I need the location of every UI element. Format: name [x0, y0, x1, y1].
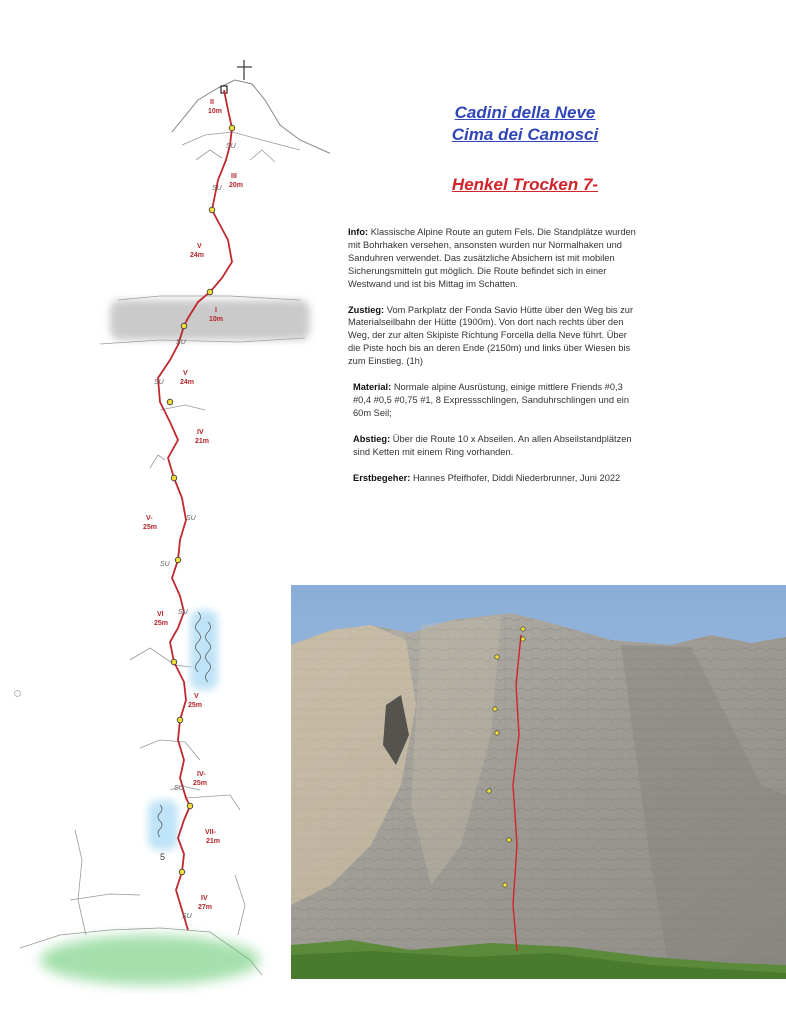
wet-streak — [190, 610, 218, 690]
pitch-grade: I — [215, 307, 217, 314]
pitch-grade: V — [194, 693, 199, 700]
pitch-length: 10m — [209, 316, 224, 323]
start-number: 5 — [160, 852, 166, 862]
svg-text:SU: SU — [174, 785, 184, 792]
descent-paragraph: Abstieg: Über die Route 10 x Abseilen. An allen Abseilstandplätzen sind Ketten mit einem Ring vorhanden. — [353, 433, 632, 457]
info-paragraph: Info: Klassische Alpine Route an gutem Fels. Die Standplätze wurden mit Bohrhaken versehen, ansonsten wurden nur Normalhaken und Sanduhren verwendet. Das zusätzliche Absichern ist mit mobilen Sicherungsmitteln gut möglich. Die Route befindet sich in einer Westwand und ist bis Mittag im Schatten. — [348, 227, 636, 289]
pitch-labels — [143, 99, 243, 911]
approach-paragraph: Zustieg: Vom Parkplatz der Fonda Savio Hütte über den Weg bis zur Materialseilbahn der Hütte (1900m). Von dort nach rechts über den Weg, der zur alten Skipiste Richtung Forcella della Neve führt. Über die Piste hoch bis an deren Ende (2150m) und links über Wiesen bis zum Einstieg. (1h) — [348, 304, 634, 367]
wet-streak — [148, 800, 178, 850]
pitch-length: 10m — [208, 108, 223, 115]
pitch-length: 20m — [229, 182, 244, 189]
pitch-length: 25m — [143, 524, 158, 531]
route-name: Henkel Trocken 7- — [451, 175, 599, 194]
pitch-length: 25m — [193, 780, 208, 787]
svg-text:SU: SU — [186, 515, 196, 522]
peak-title: Cima dei Camosci — [451, 125, 599, 144]
summit-rock — [172, 80, 330, 160]
pitch-grade: III — [231, 173, 237, 180]
pitch-length: 25m — [188, 702, 203, 709]
area-title: Cadini della Neve — [454, 103, 596, 122]
belay-stations — [167, 125, 235, 875]
svg-text:SU: SU — [154, 379, 164, 386]
svg-text:SU: SU — [178, 609, 188, 616]
pitch-length: 21m — [206, 838, 221, 845]
pitch-grade: VI — [157, 611, 164, 618]
pitch-grade: IV- — [197, 771, 206, 778]
pitch-grade: II — [210, 99, 214, 106]
svg-text:SU: SU — [182, 913, 192, 920]
pitch-grade: VII- — [205, 829, 216, 836]
svg-text:SU: SU — [212, 185, 222, 192]
route-info — [348, 226, 636, 498]
pitch-length: 25m — [154, 620, 169, 627]
pitch-grade: V — [183, 370, 188, 377]
svg-text:SU: SU — [226, 143, 236, 150]
pitch-grade: IV — [197, 429, 204, 436]
svg-text:SU: SU — [160, 561, 170, 568]
first-ascent-paragraph: Erstbegeher: Hannes Pfeifhofer, Diddi Niederbrunner, Juni 2022 — [353, 472, 621, 483]
grass-base — [40, 935, 260, 985]
pitch-length: 24m — [190, 252, 205, 259]
wall-photo-drawing — [291, 585, 786, 979]
pitch-grade: IV — [201, 895, 208, 902]
margin-dot — [14, 690, 21, 697]
route-topo — [0, 0, 330, 1000]
material-paragraph: Material: Normale alpine Ausrüstung, einige mittlere Friends #0,3 #0,4 #0,5 #0,75 #1, 8 Expressschlingen, Sanduhrschlingen und ein 60m Seil; — [353, 382, 630, 418]
pitch-grade: V- — [146, 515, 153, 522]
pitch-length: 27m — [198, 904, 213, 911]
topo-drawing — [0, 0, 330, 1000]
pitch-length: 24m — [180, 379, 195, 386]
pitch-grade: V — [197, 243, 202, 250]
summit-cross-icon — [237, 60, 252, 80]
title-block — [420, 102, 630, 146]
wall-photo — [291, 585, 786, 979]
pitch-length: 21m — [195, 438, 210, 445]
svg-text:SU: SU — [176, 339, 186, 346]
